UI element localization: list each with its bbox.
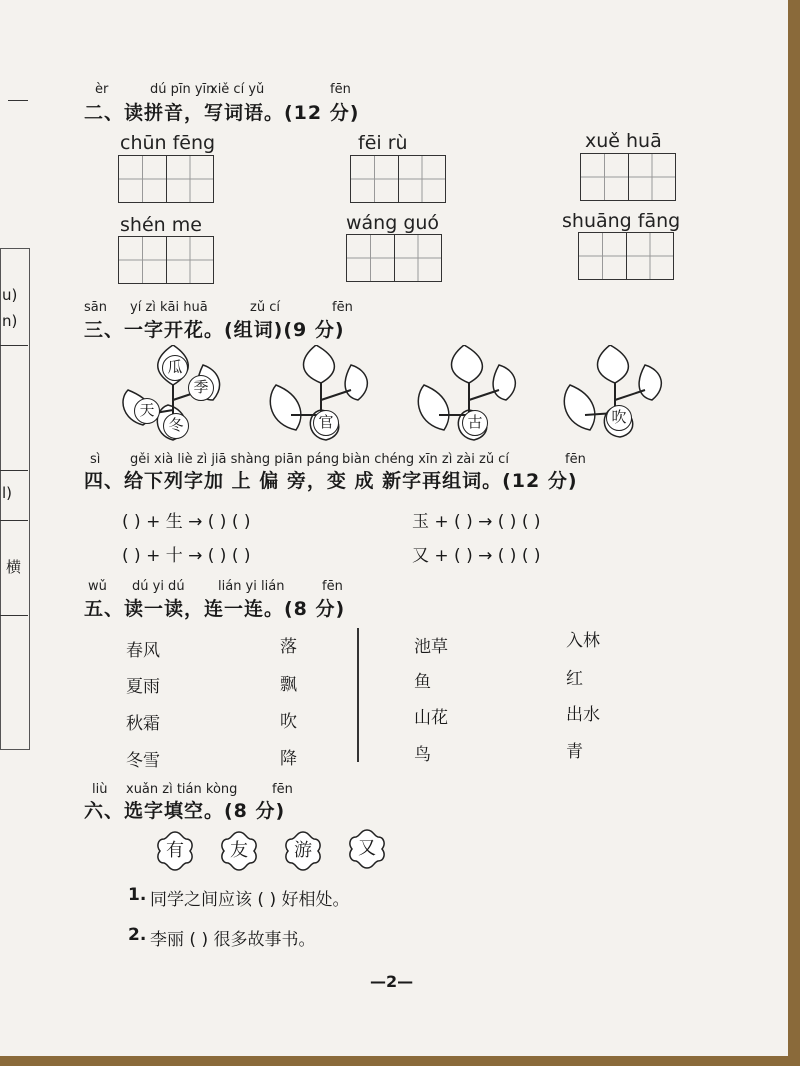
pinyin-annotation: dú pīn yīn (150, 82, 215, 97)
margin-fragment: u) (2, 286, 18, 304)
writing-grid[interactable] (118, 155, 214, 203)
pinyin-prompt: shén me (120, 214, 202, 236)
pinyin-annotation: wǔ (88, 579, 107, 594)
margin-line (0, 470, 28, 471)
pinyin-annotation: biàn chéng xīn zì zài zǔ cí (342, 452, 509, 467)
match-item[interactable]: 鱼 (414, 672, 431, 692)
writing-grid[interactable] (346, 234, 442, 282)
match-item[interactable]: 青 (566, 742, 583, 762)
pinyin-prompt: fēi rù (358, 132, 408, 154)
option-character: 有 (166, 840, 184, 861)
pinyin-annotation: fēn (565, 452, 586, 467)
margin-fragment: 横 (6, 558, 22, 576)
match-item[interactable]: 冬雪 (126, 751, 160, 771)
match-item[interactable]: 落 (280, 637, 297, 657)
margin-line (0, 520, 28, 521)
margin-line (8, 100, 28, 101)
pinyin-annotation: fēn (330, 82, 351, 97)
radical-exercise-row[interactable]: 玉 + ( ) → ( ) ( ) (412, 512, 541, 532)
match-item[interactable]: 鸟 (414, 745, 431, 765)
flower-option[interactable] (346, 828, 388, 870)
margin-line (0, 615, 28, 616)
section-4-title: 四、给下列字加 上 偏 旁，变 成 新字再组词。(12 分) (84, 470, 578, 492)
pinyin-annotation: xiě cí yǔ (210, 82, 265, 97)
question-number: 1. (128, 885, 147, 905)
flower-option[interactable] (218, 830, 260, 872)
pinyin-annotation: dú yi dú (132, 579, 185, 594)
margin-fragment: n) (2, 312, 18, 330)
writing-grid[interactable] (578, 232, 674, 280)
radical-exercise-row[interactable]: ( ) + 十 → ( ) ( ) (122, 546, 251, 566)
pinyin-prompt: xuě huā (585, 130, 662, 152)
match-item[interactable]: 春风 (126, 641, 160, 661)
match-item[interactable]: 入林 (566, 631, 600, 651)
margin-fragment: l) (2, 484, 13, 502)
section-3-title: 三、一字开花。(组词)(9 分) (84, 319, 345, 341)
radical-exercise-row[interactable]: 又 + ( ) → ( ) ( ) (412, 546, 541, 566)
pinyin-annotation: xuǎn zì tián kòng (126, 782, 238, 797)
column-divider (357, 628, 359, 762)
leaf-character: 季 (188, 375, 214, 401)
match-item[interactable]: 夏雨 (126, 677, 160, 697)
section-5-title: 五、读一读，连一连。(8 分) (84, 598, 346, 620)
leaf-character: 吹 (606, 405, 632, 431)
pinyin-prompt: chūn fēng (120, 132, 216, 154)
leaf-character: 瓜 (162, 355, 188, 381)
writing-grid[interactable] (580, 153, 676, 201)
match-item[interactable]: 池草 (414, 637, 448, 657)
option-character: 友 (230, 840, 248, 861)
pinyin-annotation: lián yi lián (218, 579, 285, 594)
pinyin-annotation: èr (95, 82, 109, 97)
fill-blank-question[interactable]: 同学之间应该 ( ) 好相处。 (150, 890, 350, 910)
pinyin-annotation: sān (84, 300, 107, 315)
match-item[interactable]: 吹 (280, 712, 297, 732)
match-item[interactable]: 飘 (280, 675, 297, 695)
flower-option[interactable] (154, 830, 196, 872)
writing-grid[interactable] (118, 236, 214, 284)
margin-line (0, 345, 28, 346)
match-item[interactable]: 红 (566, 669, 583, 689)
leaf-character: 官 (313, 410, 339, 436)
section-6-title: 六、选字填空。(8 分) (84, 800, 286, 822)
option-character: 游 (294, 840, 312, 861)
pinyin-annotation: fēn (272, 782, 293, 797)
match-item[interactable]: 出水 (566, 705, 600, 725)
writing-grid[interactable] (350, 155, 446, 203)
pinyin-annotation: liù (92, 782, 108, 797)
option-character: 又 (358, 838, 376, 859)
radical-exercise-row[interactable]: ( ) + 生 → ( ) ( ) (122, 512, 251, 532)
pinyin-annotation: yí zì kāi huā (130, 300, 208, 315)
match-item[interactable]: 秋霜 (126, 714, 160, 734)
page-number: —2— (370, 972, 414, 991)
pinyin-annotation: zǔ cí (250, 300, 280, 315)
pinyin-annotation: fēn (332, 300, 353, 315)
match-item[interactable]: 降 (280, 749, 297, 769)
question-number: 2. (128, 925, 147, 945)
leaf-character: 天 (134, 398, 160, 424)
leaf-character: 冬 (163, 413, 189, 439)
pinyin-prompt: shuāng fāng (562, 210, 681, 232)
pinyin-annotation: gěi xià liè zì jiā shàng piān páng (130, 452, 340, 467)
leaf-character: 古 (462, 410, 488, 436)
match-item[interactable]: 山花 (414, 708, 448, 728)
pinyin-annotation: fēn (322, 579, 343, 594)
flower-option[interactable] (282, 830, 324, 872)
section-2-title: 二、读拼音，写词语。(12 分) (84, 102, 360, 124)
fill-blank-question[interactable]: 李丽 ( ) 很多故事书。 (150, 930, 316, 950)
pinyin-annotation: sì (90, 452, 101, 467)
pinyin-prompt: wáng guó (346, 212, 440, 234)
